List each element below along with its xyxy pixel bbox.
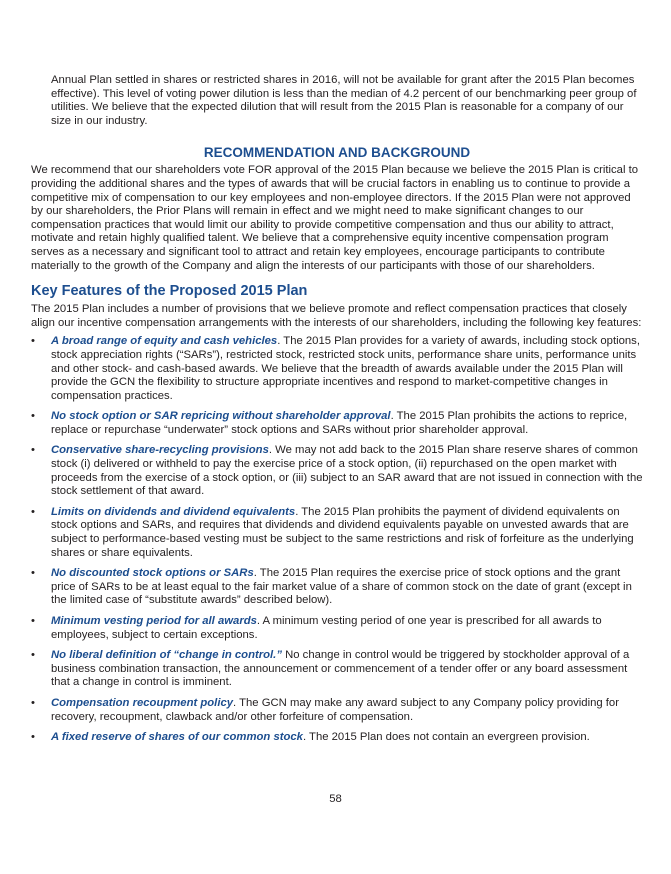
bullet-lead: Minimum vesting period for all awards — [51, 615, 257, 627]
intro-paragraph: Annual Plan settled in shares or restricted shares in 2016, will not be available for grant after the 2015 Plan becomes effective). This level of voting power dilution is less than the median of 4.2 percent of our benchmarking peer group of utilities. We believe that the expected dilution that will result from the 2015 Plan is reasonable for a company of our size in our industry. — [51, 74, 637, 127]
bullet-lead: No liberal definition of “change in control.” — [51, 649, 282, 662]
feature-bullet — [31, 649, 643, 690]
bullet-body: . A minimum vesting period of one year is prescribed for all awards to employees, subject to certain exceptions. — [51, 615, 602, 641]
feature-bullet — [31, 567, 643, 608]
bullet-body: . The 2015 Plan provides for a variety of awards, including stock options, stock appreciation rights (“SARs”), restricted stock, restricted stock units, performance share units, performance units and other stock- and cash-based awards. We believe that the breadth of awards available under the 2015 Plan will provide the GCN the flexibility to structure appropriate incentives and respond to market-competitive changes in compensation practices. — [51, 335, 640, 402]
bullet-text — [51, 731, 643, 745]
bullet-icon: • — [31, 335, 35, 348]
bullet-body: . The GCN may make any award subject to any Company policy providing for recovery, recoupment, clawback and/or other forfeiture of compensation. — [51, 696, 619, 723]
bullet-icon: • — [31, 696, 35, 709]
bullet-icon: • — [31, 731, 35, 744]
bullet-lead: No discounted stock options or SARs — [51, 567, 254, 580]
page-number: 58 — [329, 793, 342, 805]
feature-bullet — [31, 335, 643, 403]
bullet-body: No change in control would be triggered by stockholder approval of a business combination transaction, the announcement or commencement of a tender offer or any board assessment that a change in control is imminent. — [51, 649, 630, 689]
feature-list — [31, 335, 643, 744]
feature-bullet — [31, 731, 643, 745]
bullet-icon: • — [31, 444, 35, 457]
bullet-icon: • — [31, 649, 35, 662]
subheading: Key Features of the Proposed 2015 Plan — [31, 283, 308, 300]
page-content — [31, 74, 643, 745]
bullet-body: . The 2015 Plan prohibits the payment of dividend equivalents on stock options and SARs, and requires that dividends and dividend equivalents payable on unvested awards that are subject to performance-based vesting must be subject to the same restrictions and risk of forfeiture as the underlying shares or share equivalents. — [51, 505, 634, 559]
bullet-lead: A broad range of equity and cash vehicles — [51, 335, 278, 348]
bullet-text — [51, 410, 643, 437]
section-heading: RECOMMENDATION AND BACKGROUND — [203, 145, 471, 161]
bullet-text — [51, 615, 643, 642]
bullet-text — [51, 444, 643, 498]
bullet-text — [51, 649, 643, 690]
bullet-lead: Conservative share-recycling provisions — [51, 444, 269, 457]
bullet-body: . The 2015 Plan does not contain an evergreen provision. — [302, 731, 590, 744]
feature-bullet — [31, 410, 643, 437]
features-intro: The 2015 Plan includes a number of provisions that we believe promote and reflect compensation practices that closely align our incentive compensation arrangements with the interests of our shareholders, including the following key features: — [31, 303, 642, 329]
feature-bullet — [31, 444, 643, 498]
bullet-text — [51, 506, 643, 560]
bullet-text — [51, 335, 643, 403]
bullet-icon: • — [31, 505, 35, 518]
bullet-body: . The 2015 Plan requires the exercise price of stock options and the grant price of SARs to be at least equal to the fair market value of a share of common stock on the date of grant (except in the limited case of “substitute awards” described below). — [51, 567, 632, 607]
bullet-lead: A fixed reserve of shares of our common stock — [51, 731, 303, 744]
bullet-icon: • — [31, 410, 35, 423]
bullet-lead: No stock option or SAR repricing without shareholder approval — [51, 410, 391, 423]
bullet-body: . We may not add back to the 2015 Plan share reserve shares of common stock (i) delivered or withheld to pay the exercise price of a stock option, (ii) repurchased on the open market with proceeds from the exercise of a stock option, or (iii) subject to an SAR award that are not issued in connection with the stock settlement of that award. — [51, 444, 643, 498]
feature-bullet — [31, 615, 643, 642]
feature-bullet — [31, 697, 643, 724]
bullet-text — [51, 567, 643, 608]
bullet-icon: • — [31, 567, 35, 580]
bullet-text — [51, 697, 643, 724]
bullet-body: . The 2015 Plan prohibits the actions to reprice, replace or repurchase “underwater” stock options and SARs without prior shareholder approval. — [51, 410, 628, 436]
feature-bullet — [31, 506, 643, 560]
bullet-lead: Compensation recoupment policy — [51, 696, 234, 709]
recommendation-paragraph: We recommend that our shareholders vote FOR approval of the 2015 Plan because we believe the 2015 Plan is critical to providing the additional shares and the types of awards that will be crucial factors in enabling us to continue to provide a competitive mix of compensation to our key employees and non-employee directors. If the 2015 Plan were not approved by our shareholders, the Prior Plans will remain in effect and we might need to make significant changes to our compensation practices that would limit our ability to provide competitive compensation and thus our ability to attract, motivate and retain highly qualified talent. We believe that a comprehensive equity incentive compensation program serves as a necessary and significant tool to attract and retain key employees, encourage participants to contribute materially to the growth of the Company and align the interests of our participants with those of our shareholders. — [31, 164, 639, 272]
bullet-icon: • — [31, 615, 35, 627]
bullet-lead: Limits on dividends and dividend equivalents — [51, 505, 296, 518]
